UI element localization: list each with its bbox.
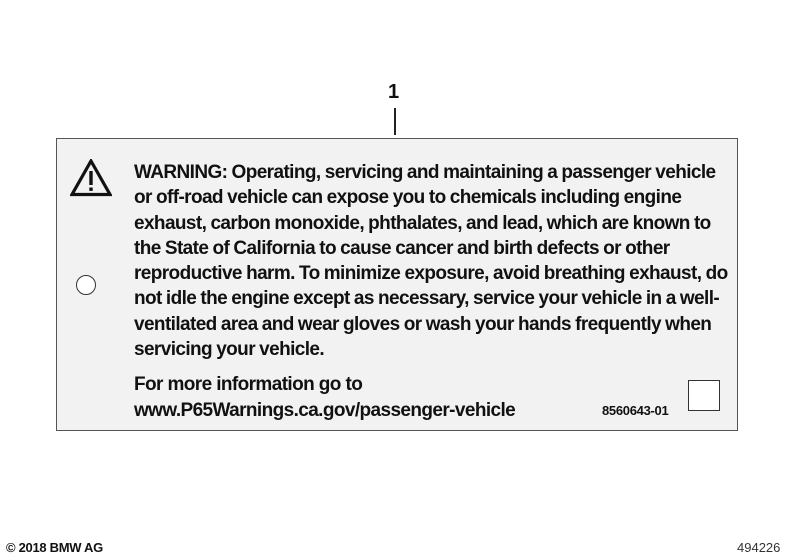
warning-triangle-icon bbox=[70, 159, 112, 197]
copyright-text: © 2018 BMW AG bbox=[6, 540, 103, 555]
mounting-hole-circle bbox=[76, 275, 96, 295]
warning-line: ventilated area and wear gloves or wash your hands frequently when bbox=[134, 313, 712, 335]
warning-line: not idle the engine except as necessary, service your vehicle in a well- bbox=[134, 288, 720, 310]
warning-label bbox=[56, 138, 738, 431]
callout-number: 1 bbox=[388, 81, 400, 103]
warning-text bbox=[134, 160, 734, 362]
warning-line: exhaust, carbon monoxide, phthalates, and lead, which are known to bbox=[134, 212, 711, 234]
leader-line bbox=[394, 108, 396, 135]
image-id: 494226 bbox=[737, 540, 781, 555]
info-text bbox=[134, 372, 515, 423]
part-number: 8560643-01 bbox=[602, 403, 669, 418]
warning-line: servicing your vehicle. bbox=[134, 339, 325, 361]
info-line: For more information go to bbox=[134, 374, 363, 395]
warning-line: the State of California to cause cancer and birth defects or other bbox=[134, 237, 670, 259]
info-url: www.P65Warnings.ca.gov/passenger-vehicle bbox=[134, 399, 516, 421]
warning-line: reproductive harm. To minimize exposure, avoid breathing exhaust, do bbox=[134, 263, 728, 285]
warning-line: or off-road vehicle can expose you to chemicals including engine bbox=[134, 187, 682, 209]
warning-line: WARNING: Operating, servicing and maintaining a passenger vehicle bbox=[134, 162, 716, 183]
check-box bbox=[688, 380, 720, 411]
